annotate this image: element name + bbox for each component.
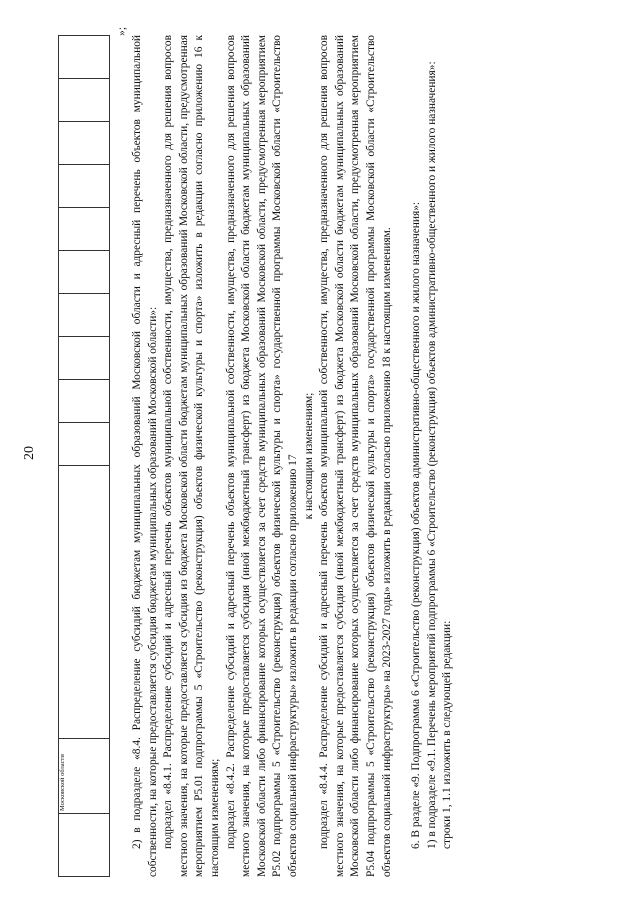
paragraph: подраздел «8.4.1. Распределение субсидий и адресный перечень объектов муниципальной собственности, имущества, предназначенного для решения вопросов местного значения, на которые предоставляется субсидия из бюджета Московской области бюджетам муниципальных образований Московской области, предусмотренная мероприятием Р5.01 подпрограммы 5 «Строительство (реконструкция) объектов физической культуры и спорта» изложить в редакции согласно приложению 16 к настоящим изменениям; — [162, 35, 221, 877]
table-cell — [59, 294, 110, 337]
table-cell — [59, 814, 110, 877]
table-cell-label: Московской области — [59, 739, 110, 814]
paragraph: 2) в подразделе «8.4. Распределение субсидий бюджетам муниципальных образований Московской области и адресный перечень объектов муниципальной собственности, на которые предоставляется субсидия бюджетам муниципальных образований Московской области»: — [131, 35, 159, 877]
paragraph: 1) в подразделе «9.1. Перечень мероприятий подпрограммы 6 «Строительство (реконструкция) объектов административно-общественного и жилого назначения»: — [425, 61, 438, 849]
table-cell — [59, 122, 110, 165]
section-heading: 6. В разделе «9. Подпрограмма 6 «Строительство (реконструкция) объектов административно-общественного и жилого назначения»: — [410, 201, 423, 849]
table-cell — [59, 165, 110, 208]
table-fragment — [58, 35, 110, 877]
page-number: 20 — [22, 446, 37, 460]
table-cell — [59, 466, 110, 739]
paragraph: подраздел «8.4.4. Распределение субсидий и адресный перечень объектов муниципальной собственности, имущества, предназначенного для решения вопросов местного значения, на которые предоставляется субсидия (иной межбюджетный трансферт) из бюджета Московской области бюджетам муниципальных образований Московской области либо финансирование которых осуществляется за счет средств муниципальных образований Московской области, предусмотренная мероприятием Р5.04 подпрограммы 5 «Строительство (реконструкция) объектов физической культуры и спорта» государственной программы Московской области «Строительство объектов социальной инфраструктуры» на 2023-2027 годы» изложить в редакции согласно приложению 18 к настоящим изменениям. — [318, 35, 393, 877]
paragraph: строки 1, 1.1 изложить в следующей редакции: — [441, 620, 454, 849]
paragraph: подраздел «8.4.2. Распределение субсидий и адресный перечень объектов муниципальной собственности, имущества, предназначенного для решения вопросов местного значения, на которые предоставляется субсидия (иной межбюджетный трансферт) из бюджета Московской области бюджетам муниципальных образований Московской области либо финансирование которых осуществляется за счет средств муниципальных образований Московской области, предусмотренная мероприятием Р5.02 подпрограммы 5 «Строительство (реконструкция) объектов физической культуры и спорта» государственной программы Московской области «Строительство объектов социальной инфраструктуры» изложить в редакции согласно приложению 17 — [224, 35, 299, 877]
table-cell — [59, 251, 110, 294]
table-cell — [59, 337, 110, 380]
document-body — [130, 35, 456, 877]
table-cell — [59, 208, 110, 251]
paragraph: к настоящим изменениям; — [302, 392, 315, 520]
table-cell — [59, 36, 110, 79]
table-cell — [59, 79, 110, 122]
table-row — [59, 36, 110, 877]
table-cell — [59, 380, 110, 423]
table-cell — [59, 423, 110, 466]
table-closing-quote: »; — [116, 27, 128, 36]
rotated-content — [58, 23, 640, 885]
